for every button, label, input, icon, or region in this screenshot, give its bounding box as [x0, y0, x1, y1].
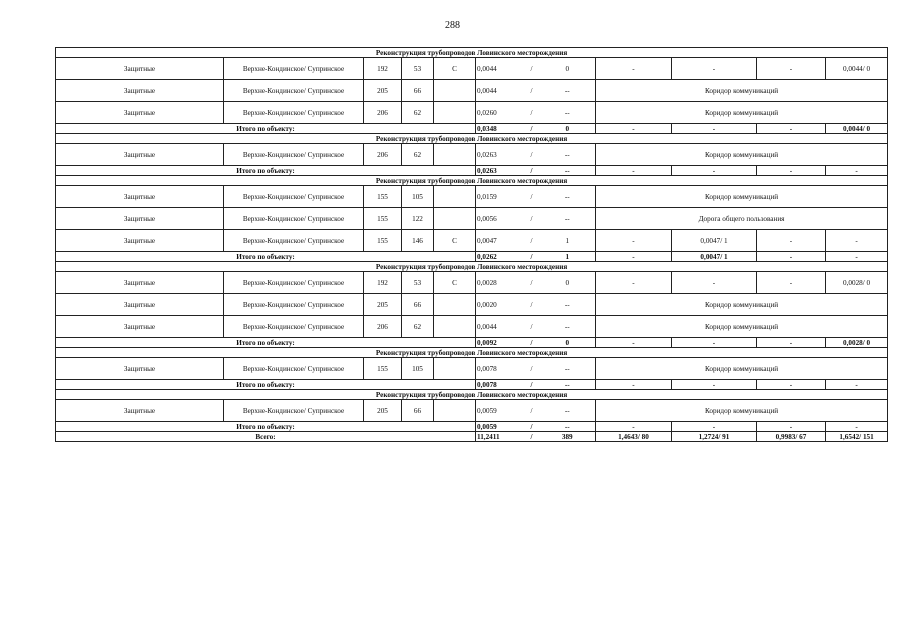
category: С	[434, 58, 476, 80]
category: С	[434, 230, 476, 252]
area: 0,0078	[476, 358, 524, 380]
cat-4: 0,0028/ 0	[826, 272, 888, 294]
forest-type: Защитные	[56, 272, 224, 294]
slash-separator: /	[524, 400, 540, 422]
plot-number: 66	[402, 400, 434, 422]
slash-separator: /	[524, 294, 540, 316]
forest-type: Защитные	[56, 208, 224, 230]
usage-note: Коридор коммуникаций	[596, 144, 888, 166]
total-label: Итого по объекту:	[56, 124, 476, 134]
count: --	[540, 186, 596, 208]
total-count: --	[540, 166, 596, 176]
plot-number: 62	[402, 144, 434, 166]
count: --	[540, 80, 596, 102]
cat-2: -	[672, 272, 757, 294]
area: 0,0047	[476, 230, 524, 252]
area: 0,0056	[476, 208, 524, 230]
total-cat-2: -	[672, 380, 757, 390]
table-row	[56, 144, 888, 166]
total-cat-1: -	[596, 124, 672, 134]
quarter-number: 155	[364, 208, 402, 230]
plot-number: 122	[402, 208, 434, 230]
count: --	[540, 144, 596, 166]
count: --	[540, 102, 596, 124]
total-count: 1	[540, 252, 596, 262]
slash-separator: /	[524, 102, 540, 124]
area: 0,0044	[476, 58, 524, 80]
table-row	[56, 208, 888, 230]
object-header-row	[56, 262, 888, 272]
land-plots-table	[55, 47, 888, 442]
total-cat-2: 0,0047/ 1	[672, 252, 757, 262]
forestry-name: Верхне-Кондинское/ Супринское	[224, 358, 364, 380]
forest-type: Защитные	[56, 144, 224, 166]
forestry-name: Верхне-Кондинское/ Супринское	[224, 80, 364, 102]
count: --	[540, 358, 596, 380]
slash-separator: /	[524, 58, 540, 80]
object-title: Реконструкция трубопроводов Ловинского месторождения	[56, 262, 888, 272]
plot-number: 62	[402, 102, 434, 124]
quarter-number: 155	[364, 230, 402, 252]
total-label: Итого по объекту:	[56, 252, 476, 262]
area: 0,0044	[476, 316, 524, 338]
category	[434, 102, 476, 124]
quarter-number: 155	[364, 358, 402, 380]
slash-separator: /	[524, 208, 540, 230]
cat-3: -	[757, 58, 826, 80]
cat-1: -	[596, 230, 672, 252]
plot-number: 53	[402, 58, 434, 80]
category	[434, 358, 476, 380]
slash-separator: /	[524, 144, 540, 166]
total-cat-1: -	[596, 252, 672, 262]
object-total-row	[56, 422, 888, 432]
cat-4: -	[826, 230, 888, 252]
quarter-number: 206	[364, 316, 402, 338]
slash-separator: /	[524, 380, 540, 390]
total-label: Всего:	[56, 432, 476, 442]
object-title: Реконструкция трубопроводов Ловинского месторождения	[56, 134, 888, 144]
category	[434, 316, 476, 338]
category	[434, 80, 476, 102]
total-cat-3: -	[757, 380, 826, 390]
slash-separator: /	[524, 186, 540, 208]
total-cat-1: -	[596, 422, 672, 432]
quarter-number: 192	[364, 58, 402, 80]
usage-note: Коридор коммуникаций	[596, 358, 888, 380]
forestry-name: Верхне-Кондинское/ Супринское	[224, 186, 364, 208]
forestry-name: Верхне-Кондинское/ Супринское	[224, 294, 364, 316]
quarter-number: 206	[364, 144, 402, 166]
table-row	[56, 102, 888, 124]
object-title: Реконструкция трубопроводов Ловинского месторождения	[56, 390, 888, 400]
cat-3: -	[757, 230, 826, 252]
count: 1	[540, 230, 596, 252]
total-cat-2: -	[672, 422, 757, 432]
forest-type: Защитные	[56, 58, 224, 80]
usage-note: Коридор коммуникаций	[596, 102, 888, 124]
cat-1: -	[596, 58, 672, 80]
total-area: 0,0092	[476, 338, 524, 348]
total-cat-2: -	[672, 338, 757, 348]
forest-type: Защитные	[56, 80, 224, 102]
category	[434, 400, 476, 422]
total-count: --	[540, 380, 596, 390]
slash-separator: /	[524, 80, 540, 102]
total-cat-4: -	[826, 252, 888, 262]
object-total-row	[56, 338, 888, 348]
total-cat-4: -	[826, 422, 888, 432]
cat-4: 0,0044/ 0	[826, 58, 888, 80]
usage-note: Коридор коммуникаций	[596, 400, 888, 422]
plot-number: 146	[402, 230, 434, 252]
page-number: 288	[445, 20, 460, 31]
area: 0,0263	[476, 144, 524, 166]
count: --	[540, 400, 596, 422]
total-cat-4: 0,0044/ 0	[826, 124, 888, 134]
category	[434, 208, 476, 230]
category	[434, 144, 476, 166]
object-total-row	[56, 124, 888, 134]
forestry-name: Верхне-Кондинское/ Супринское	[224, 144, 364, 166]
cat-2: 0,0047/ 1	[672, 230, 757, 252]
total-label: Итого по объекту:	[56, 166, 476, 176]
total-cat-3: 0,9983/ 67	[757, 432, 826, 442]
slash-separator: /	[524, 124, 540, 134]
table-row	[56, 316, 888, 338]
usage-note: Коридор коммуникаций	[596, 186, 888, 208]
slash-separator: /	[524, 432, 540, 442]
object-header-row	[56, 390, 888, 400]
total-cat-2: -	[672, 124, 757, 134]
slash-separator: /	[524, 422, 540, 432]
forest-type: Защитные	[56, 230, 224, 252]
area: 0,0028	[476, 272, 524, 294]
slash-separator: /	[524, 316, 540, 338]
forestry-name: Верхне-Кондинское/ Супринское	[224, 58, 364, 80]
area: 0,0044	[476, 80, 524, 102]
total-cat-4: 1,6542/ 151	[826, 432, 888, 442]
table-row	[56, 80, 888, 102]
forestry-name: Верхне-Кондинское/ Супринское	[224, 400, 364, 422]
quarter-number: 205	[364, 294, 402, 316]
total-cat-2: -	[672, 166, 757, 176]
object-total-row	[56, 252, 888, 262]
total-area: 0,0348	[476, 124, 524, 134]
total-label: Итого по объекту:	[56, 422, 476, 432]
object-header-row	[56, 48, 888, 58]
forestry-name: Верхне-Кондинское/ Супринское	[224, 208, 364, 230]
slash-separator: /	[524, 358, 540, 380]
total-area: 0,0263	[476, 166, 524, 176]
forest-type: Защитные	[56, 400, 224, 422]
quarter-number: 205	[364, 400, 402, 422]
usage-note: Дорога общего пользования	[596, 208, 888, 230]
total-cat-3: -	[757, 338, 826, 348]
table-row	[56, 230, 888, 252]
total-cat-4: -	[826, 380, 888, 390]
table-row	[56, 272, 888, 294]
forest-type: Защитные	[56, 358, 224, 380]
total-label: Итого по объекту:	[56, 380, 476, 390]
usage-note: Коридор коммуникаций	[596, 316, 888, 338]
cat-1: -	[596, 272, 672, 294]
table-row	[56, 294, 888, 316]
object-total-row	[56, 166, 888, 176]
table-row	[56, 58, 888, 80]
plot-number: 105	[402, 186, 434, 208]
usage-note: Коридор коммуникаций	[596, 80, 888, 102]
count: 0	[540, 58, 596, 80]
object-title: Реконструкция трубопроводов Ловинского месторождения	[56, 348, 888, 358]
total-area: 0,0262	[476, 252, 524, 262]
total-count: 0	[540, 338, 596, 348]
total-count: 389	[540, 432, 596, 442]
object-total-row	[56, 380, 888, 390]
total-label: Итого по объекту:	[56, 338, 476, 348]
plot-number: 105	[402, 358, 434, 380]
object-title: Реконструкция трубопроводов Ловинского месторождения	[56, 48, 888, 58]
plot-number: 66	[402, 294, 434, 316]
cat-2: -	[672, 58, 757, 80]
total-count: --	[540, 422, 596, 432]
forestry-name: Верхне-Кондинское/ Супринское	[224, 102, 364, 124]
total-cat-3: -	[757, 422, 826, 432]
total-cat-4: 0,0028/ 0	[826, 338, 888, 348]
quarter-number: 192	[364, 272, 402, 294]
area: 0,0059	[476, 400, 524, 422]
count: --	[540, 208, 596, 230]
count: --	[540, 316, 596, 338]
plot-number: 62	[402, 316, 434, 338]
total-cat-2: 1,2724/ 91	[672, 432, 757, 442]
count: --	[540, 294, 596, 316]
area: 0,0159	[476, 186, 524, 208]
total-area: 11,2411	[476, 432, 524, 442]
slash-separator: /	[524, 272, 540, 294]
total-cat-3: -	[757, 166, 826, 176]
plot-number: 66	[402, 80, 434, 102]
slash-separator: /	[524, 230, 540, 252]
total-area: 0,0078	[476, 380, 524, 390]
quarter-number: 205	[364, 80, 402, 102]
category: С	[434, 272, 476, 294]
forestry-name: Верхне-Кондинское/ Супринское	[224, 230, 364, 252]
object-header-row	[56, 176, 888, 186]
total-area: 0,0059	[476, 422, 524, 432]
quarter-number: 155	[364, 186, 402, 208]
usage-note: Коридор коммуникаций	[596, 294, 888, 316]
table-row	[56, 400, 888, 422]
forest-type: Защитные	[56, 316, 224, 338]
forestry-name: Верхне-Кондинское/ Супринское	[224, 316, 364, 338]
category	[434, 294, 476, 316]
total-cat-1: -	[596, 380, 672, 390]
table-row	[56, 186, 888, 208]
quarter-number: 206	[364, 102, 402, 124]
cat-3: -	[757, 272, 826, 294]
area: 0,0260	[476, 102, 524, 124]
area: 0,0020	[476, 294, 524, 316]
table-row	[56, 358, 888, 380]
forestry-name: Верхне-Кондинское/ Супринское	[224, 272, 364, 294]
total-cat-1: 1,4643/ 80	[596, 432, 672, 442]
slash-separator: /	[524, 252, 540, 262]
plot-number: 53	[402, 272, 434, 294]
total-cat-3: -	[757, 252, 826, 262]
total-cat-4: -	[826, 166, 888, 176]
forest-type: Защитные	[56, 294, 224, 316]
category	[434, 186, 476, 208]
total-cat-1: -	[596, 338, 672, 348]
slash-separator: /	[524, 166, 540, 176]
grand-total-row	[56, 432, 888, 442]
total-count: 0	[540, 124, 596, 134]
object-title: Реконструкция трубопроводов Ловинского месторождения	[56, 176, 888, 186]
forest-type: Защитные	[56, 102, 224, 124]
forest-type: Защитные	[56, 186, 224, 208]
count: 0	[540, 272, 596, 294]
total-cat-1: -	[596, 166, 672, 176]
slash-separator: /	[524, 338, 540, 348]
total-cat-3: -	[757, 124, 826, 134]
object-header-row	[56, 348, 888, 358]
object-header-row	[56, 134, 888, 144]
